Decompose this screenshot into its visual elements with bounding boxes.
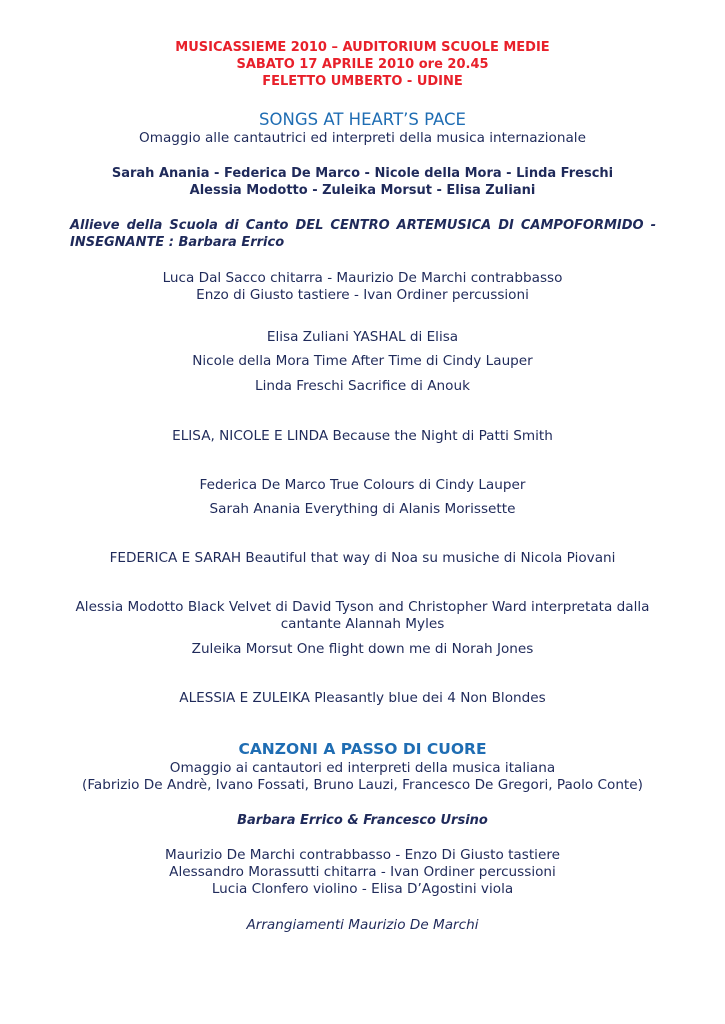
section2-authors: (Fabrizio De Andrè, Ivano Fossati, Bruno Lauzi, Francesco De Gregori, Paolo Conte): [82, 777, 643, 793]
school-note: [70, 217, 656, 251]
section1-subtitle: Omaggio alle cantautrici ed interpreti della musica internazionale: [139, 130, 586, 146]
event-title: MUSICASSIEME 2010 – AUDITORIUM SCUOLE MEDIE: [175, 40, 550, 55]
song-item: FEDERICA E SARAH Beautiful that way di Noa su musiche di Nicola Piovani: [109, 550, 616, 566]
section2-subtitle: Omaggio ai cantautori ed interpreti della musica italiana: [169, 760, 556, 776]
event-location: FELETTO UMBERTO - UDINE: [262, 74, 463, 89]
song-item: Zuleika Morsut One flight down me di Norah Jones: [191, 641, 534, 657]
song-item: ALESSIA E ZULEIKA Pleasantly blue dei 4 Non Blondes: [179, 690, 546, 706]
section2-band-line-3: Lucia Clonfero violino - Elisa D’Agostini viola: [211, 881, 514, 897]
song-item: Sarah Anania Everything di Alanis Morissette: [209, 501, 516, 517]
school-line-1: Allieve della Scuola di Canto DEL CENTRO ARTEMUSICA DI CAMPOFORMIDO -: [70, 218, 656, 233]
song-item-continuation: cantante Alannah Myles: [280, 616, 445, 632]
section2-title: CANZONI A PASSO DI CUORE: [238, 740, 487, 758]
section2-band-line-1: Maurizio De Marchi contrabbasso - Enzo Di Giusto tastiere: [165, 847, 560, 863]
section2-band-line-2: Alessandro Morassutti chitarra - Ivan Ordiner percussioni: [169, 864, 556, 880]
section1-title: SONGS AT HEART’S PACE: [259, 110, 466, 129]
song-item: Linda Freschi Sacrifice di Anouk: [255, 378, 470, 394]
song-item: Nicole della Mora Time After Time di Cindy Lauper: [192, 353, 533, 369]
song-item: Alessia Modotto Black Velvet di David Tyson and Christopher Ward interpretata dalla: [75, 599, 650, 615]
school-line-2: INSEGNANTE : Barbara Errico: [70, 235, 285, 250]
section2-performers: Barbara Errico & Francesco Ursino: [237, 813, 488, 828]
song-item: Federica De Marco True Colours di Cindy Lauper: [199, 477, 526, 493]
singers-line-1: Sarah Anania - Federica De Marco - Nicole della Mora - Linda Freschi: [111, 166, 614, 181]
band-line-2: Enzo di Giusto tastiere - Ivan Ordiner percussioni: [196, 287, 529, 303]
singers-line-2: Alessia Modotto - Zuleika Morsut - Elisa Zuliani: [189, 183, 536, 198]
event-date: SABATO 17 APRILE 2010 ore 20.45: [236, 57, 489, 72]
arrangements-credit: Arrangiamenti Maurizio De Marchi: [246, 917, 479, 933]
song-item: ELISA, NICOLE E LINDA Because the Night di Patti Smith: [172, 428, 553, 444]
song-item: Elisa Zuliani YASHAL di Elisa: [266, 329, 459, 345]
band-line-1: Luca Dal Sacco chitarra - Maurizio De Marchi contrabbasso: [162, 270, 563, 286]
